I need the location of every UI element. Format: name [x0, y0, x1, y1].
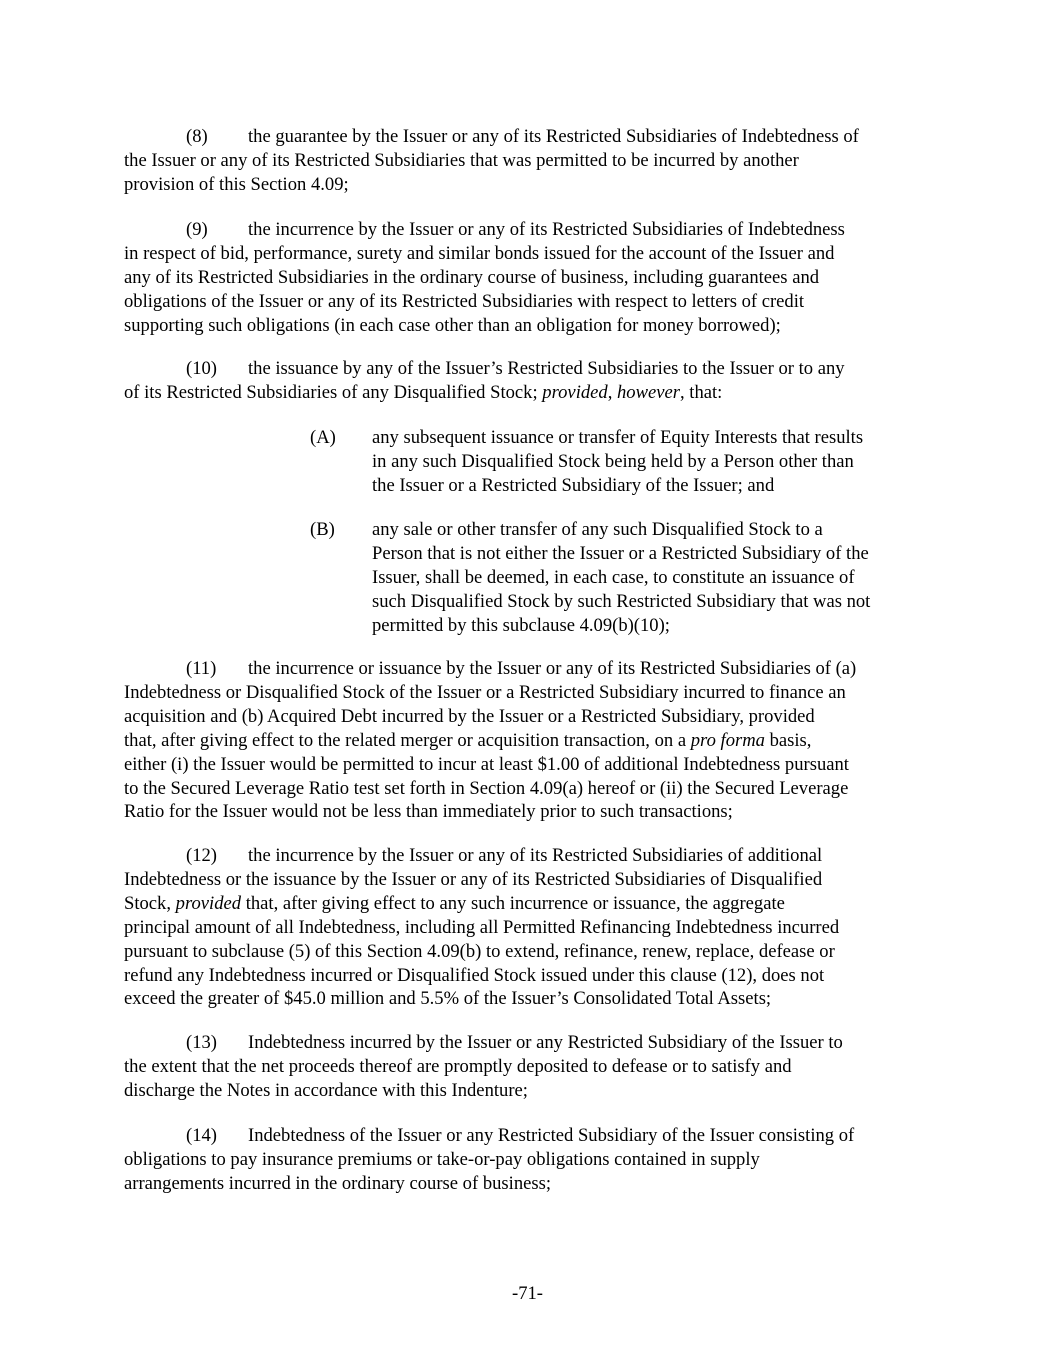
clause-13: [124, 1031, 934, 1103]
clause-number: (13): [186, 1032, 217, 1053]
clause-text: the incurrence or issuance by the Issuer or any of its Restricted Subsidiaries of (a) Indebtedness or Disqualified Stock of the Issuer or a Restricted Subsidiary incurred to finance an acquisition and (b) Acquired Debt incurred by the Issuer or a Restricted Subsidiary, provided that, after giving effect to the related merger or acquisition transaction, on a: [124, 658, 857, 751]
clause-text: , that:: [680, 381, 723, 403]
clause-number: (11): [186, 658, 217, 679]
clause-12: [124, 844, 934, 1011]
clause-number: (8): [186, 126, 208, 147]
clause-10: [124, 357, 934, 405]
subclause-text: any subsequent issuance or transfer of Equity Interests that results in any such Disqualified Stock being held by a Person other than the Issuer or a Restricted Subsidiary of the Issuer; and: [372, 427, 864, 496]
italic-term: provided: [175, 892, 242, 914]
clause-9: [124, 218, 934, 338]
clause-text: Indebtedness of the Issuer or any Restricted Subsidiary of the Issuer consisting of obligations to pay insurance premiums or take-or-pay obligations contained in supply arrangements incurred in the ordinary course of business;: [124, 1125, 855, 1194]
clause-text: the guarantee by the Issuer or any of its Restricted Subsidiaries of Indebtedness of the Issuer or any of its Restricted Subsidiaries that was permitted to be incurred by another provision of this Section 4.09;: [124, 126, 859, 195]
clause-text: that, after giving effect to any such incurrence or issuance, the aggregate principal amount of all Indebtedness, including all Permitted Refinancing Indebtedness incurred pursuant to subclause (5) of this Section 4.09(b) to extend, refinance, renew, replace, defease or refund any Indebtedness incurred or Disqualified Stock issued under this clause (12), does not exceed the greater of $45.0 million and 5.5% of the Issuer’s Consolidated Total Assets;: [124, 892, 840, 1010]
clause-text: the incurrence by the Issuer or any of its Restricted Subsidiaries of Indebtedness in respect of bid, performance, surety and similar bonds issued for the account of the Issuer and any of its Restricted Subsidiaries in the ordinary course of business, including guarantees and obligations of the Issuer or any of its Restricted Subsidiaries with respect to letters of credit supporting such obligations (in each case other than an obligation for money borrowed);: [124, 219, 845, 336]
clause-text: the incurrence by the Issuer or any of its Restricted Subsidiaries of additional Indebtedness or the issuance by the Issuer or any of its Restricted Subsidiaries of Disqualified Stock,: [124, 845, 823, 914]
clause-text: Indebtedness incurred by the Issuer or any Restricted Subsidiary of the Issuer to the extent that the net proceeds thereof are promptly deposited to defease or to satisfy and discharge the Notes in accordance with this Indenture;: [124, 1032, 843, 1101]
subclause-letter: (B): [310, 519, 335, 540]
clause-8: [124, 125, 934, 197]
subclause-text: any sale or other transfer of any such Disqualified Stock to a Person that is not either the Issuer or a Restricted Subsidiary of the Issuer, shall be deemed, in each case, to constitute an issuance of such Disqualified Stock by such Restricted Subsidiary that was not permitted by this subclause 4.09(b)(10);: [372, 519, 871, 636]
clause-number: (10): [186, 358, 217, 379]
clause-number: (9): [186, 219, 208, 240]
italic-term: pro forma: [690, 729, 765, 751]
subclause-b: [310, 518, 930, 638]
clause-14: [124, 1124, 934, 1196]
clause-text: basis, either (i) the Issuer would be permitted to incur at least $1.00 of additional Indebtedness pursuant to the Secured Leverage Ratio test set forth in Section 4.09(a) hereof or (ii) the Secured Leverage Ratio for the Issuer would not be less than immediately prior to such transactions;: [124, 729, 849, 823]
italic-term: provided: [542, 381, 608, 403]
clause-number: (14): [186, 1125, 217, 1146]
clause-number: (12): [186, 845, 217, 866]
clause-11: [124, 657, 934, 824]
subclause-a: [310, 426, 930, 498]
page-number: -71-: [512, 1283, 543, 1304]
subclause-letter: (A): [310, 427, 336, 448]
italic-term: however: [617, 381, 680, 403]
clause-text: the issuance by any of the Issuer’s Restricted Subsidiaries to the Issuer or to any of its Restricted Subsidiaries of any Disqualified Stock;: [124, 358, 845, 403]
clause-text: ,: [607, 381, 617, 403]
